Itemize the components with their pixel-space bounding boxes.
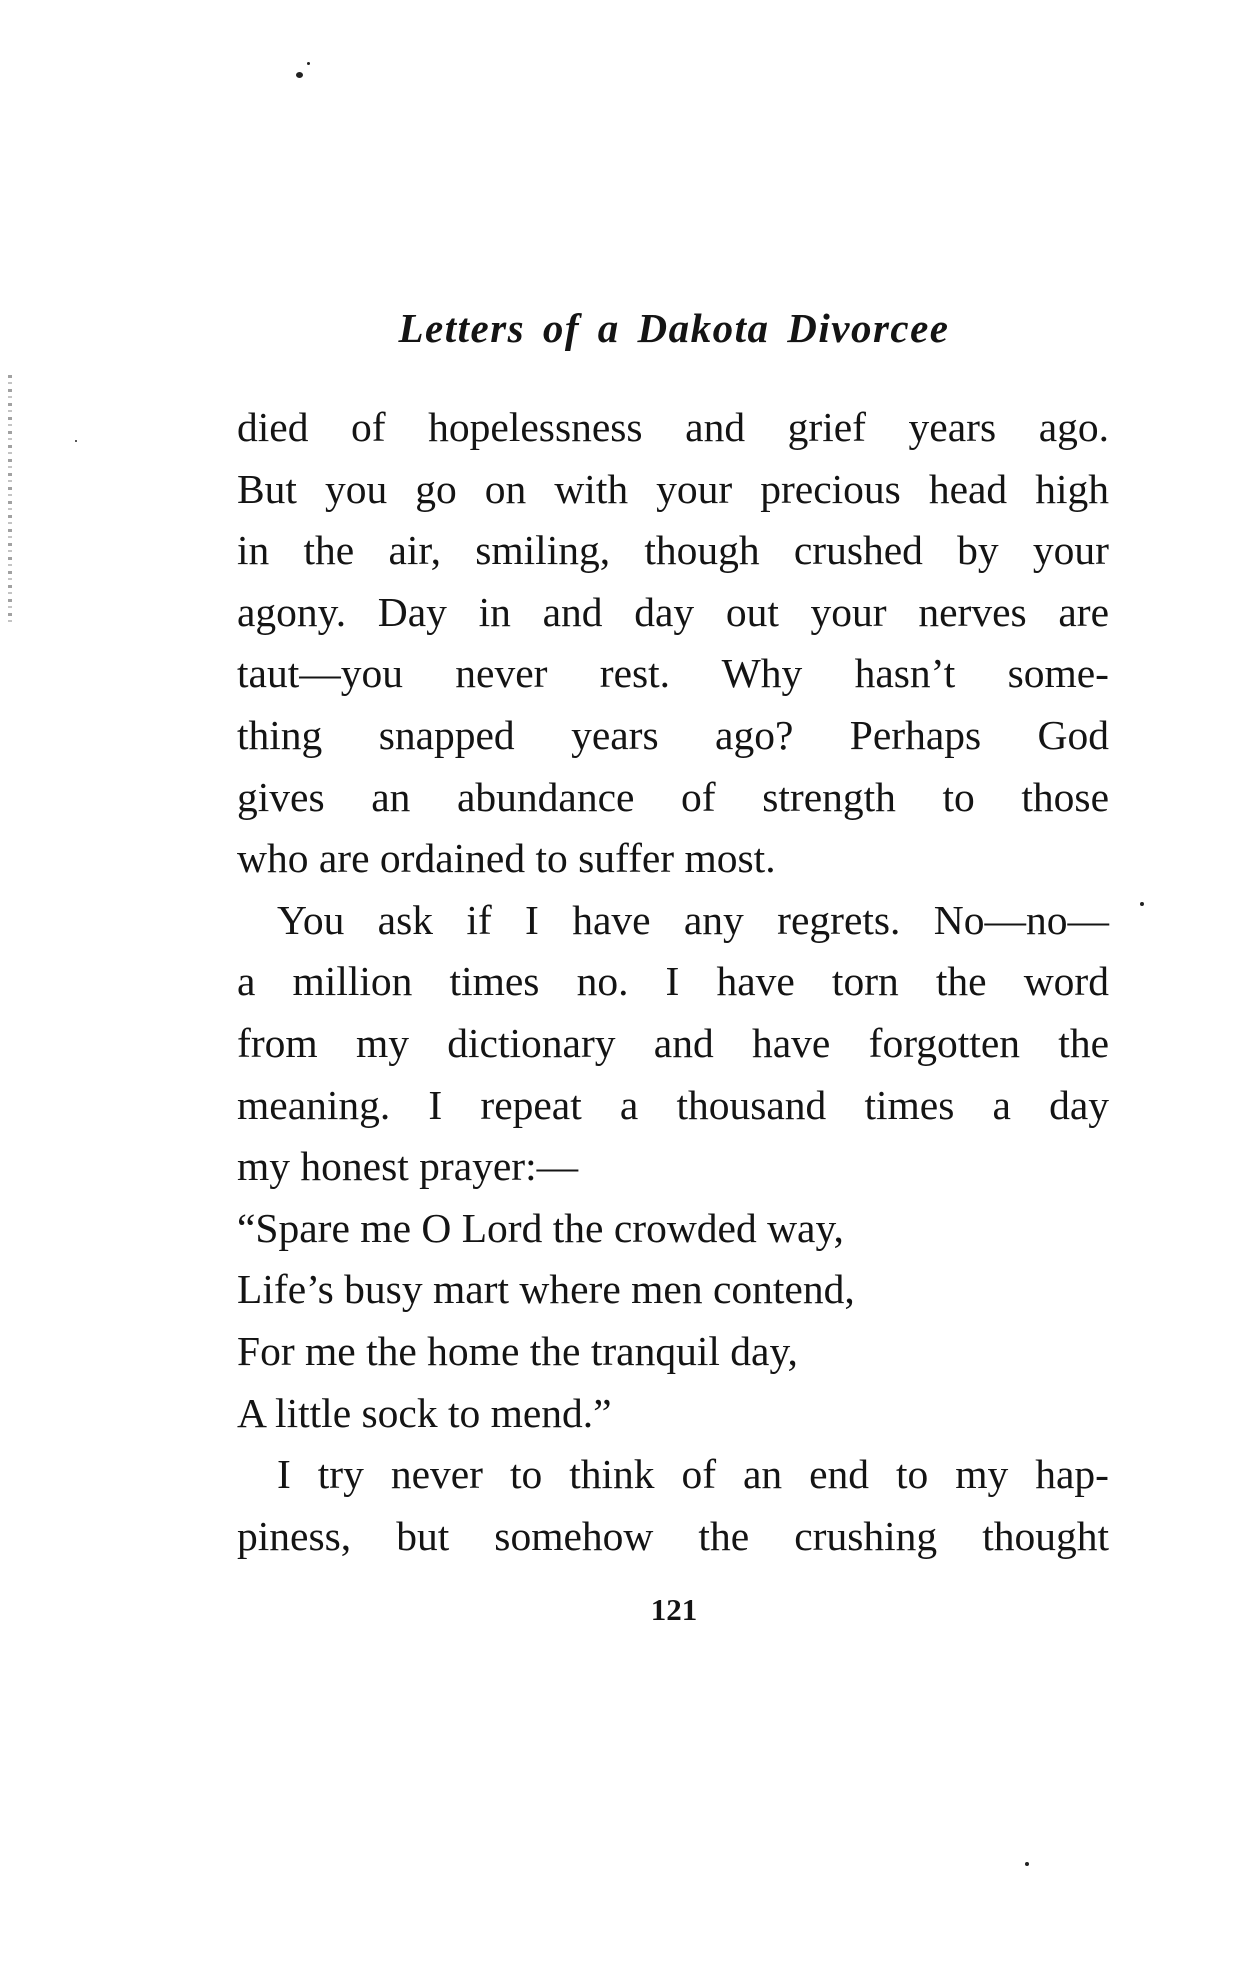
text-line: who are ordained to suffer most.: [237, 835, 776, 882]
text-line: my honest prayer:—: [237, 1143, 579, 1190]
text-line: gives an abundance of strength to those: [237, 773, 1109, 820]
text-line: agony. Day in and day out your nerves are: [237, 588, 1109, 635]
text-line: from my dictionary and have forgotten the: [237, 1019, 1109, 1066]
body-text: [237, 397, 1109, 1567]
verse-line: A little sock to mend.”: [237, 1389, 612, 1436]
ink-speck: [307, 62, 310, 65]
text-line: You ask if I have any regrets. No—no—: [277, 896, 1109, 943]
verse-line: Life’s busy mart where men contend,: [237, 1266, 855, 1313]
running-head: Letters of a Dakota Divorcee: [398, 305, 950, 351]
ink-speck: [75, 440, 77, 442]
text-line: I try never to think of an end to my hap-: [277, 1451, 1109, 1498]
ink-speck: [1025, 1862, 1029, 1866]
ink-speck: [1140, 902, 1144, 906]
text-line: thing snapped years ago? Perhaps God: [237, 711, 1109, 758]
text-line: taut—you never rest. Why hasn’t some-: [237, 650, 1109, 697]
verse-line: For me the home the tranquil day,: [237, 1327, 798, 1374]
text-line: died of hopelessness and grief years ago.: [237, 404, 1109, 450]
page-number: 121: [650, 1592, 698, 1627]
page-edge-shadow: [8, 375, 12, 625]
text-line: a million times no. I have torn the word: [237, 958, 1109, 1005]
text-line: in the air, smiling, though crushed by your: [237, 527, 1109, 574]
text-line: piness, but somehow the crushing thought: [237, 1512, 1109, 1559]
text-line: But you go on with your precious head high: [237, 465, 1109, 512]
text-line: meaning. I repeat a thousand times a day: [237, 1081, 1109, 1128]
ink-speck: [296, 72, 303, 78]
verse-line: “Spare me O Lord the crowded way,: [237, 1204, 844, 1251]
